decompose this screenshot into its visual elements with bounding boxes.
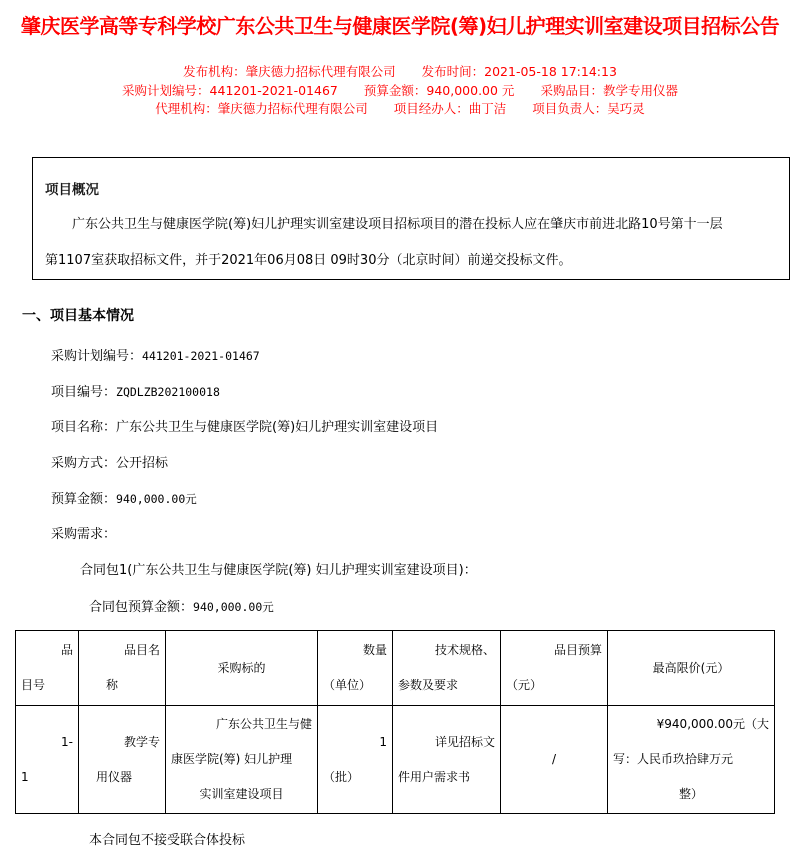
budget-label: 预算金额： [363, 83, 427, 98]
field-label: 项目名称： [51, 420, 117, 435]
category-label: 采购品目： [540, 83, 603, 98]
handler-label: 项目经办人： [393, 101, 469, 116]
manager-value: 吴巧灵 [607, 101, 645, 116]
budget-value: 940,000.00 元 [426, 83, 515, 98]
field-plan-no [51, 345, 260, 364]
package-budget-value: 940,000.00元 [193, 600, 274, 614]
meta-line-3 [0, 100, 800, 118]
items-table [15, 630, 775, 814]
manager-label: 项目负责人： [532, 101, 608, 116]
package-title: 合同包1(广东公共卫生与健康医学院(筹) 妇儿护理实训室建设项目)： [80, 563, 477, 578]
publisher-value: 肇庆德力招标代理有限公司 [245, 64, 396, 79]
field-label: 采购需求： [51, 527, 117, 542]
header-max-price: 最高限价(元） [608, 631, 775, 706]
header-subject: 采购标的 [166, 631, 318, 706]
overview-line-1: 广东公共卫生与健康医学院(筹)妇儿护理实训室建设项目招标项目的潜在投标人应在肇庆市前进北路10号第十一层 [72, 217, 723, 232]
field-budget [51, 488, 197, 507]
plan-no-value: 441201-2021-01467 [209, 83, 338, 98]
field-label: 采购计划编号： [51, 349, 143, 364]
cell-item-no: 1- 1 [16, 706, 79, 814]
cell-subject: 广东公共卫生与健 康医学院(筹) 妇儿护理 实训室建设项目 [166, 706, 318, 814]
field-value: 441201-2021-01467 [142, 349, 260, 363]
field-demand [51, 523, 116, 542]
field-project-no [51, 381, 220, 400]
cell-qty: 1 （批） [318, 706, 393, 814]
overview-box [32, 157, 790, 280]
cell-item-name: 教学专 用仪器 [79, 706, 166, 814]
consortium-note: 本合同包不接受联合体投标 [89, 833, 246, 848]
page-title: 肇庆医学高等专科学校广东公共卫生与健康医学院(筹)妇儿护理实训室建设项目招标公告 [20, 14, 780, 38]
section-heading: 一、项目基本情况 [22, 308, 134, 324]
package-budget-label: 合同包预算金额： [89, 600, 194, 615]
header-item-name: 品目名 称 [79, 631, 166, 706]
plan-no-label: 采购计划编号： [122, 83, 210, 98]
cell-spec: 详见招标文 件用户需求书 [393, 706, 501, 814]
header-item-budget: 品目预算 （元） [501, 631, 608, 706]
cell-item-budget: / [501, 706, 608, 814]
field-value: ZQDLZB202100018 [116, 385, 220, 399]
publisher-label: 发布机构： [183, 64, 246, 79]
overview-line-2: 第1107室获取招标文件，并于2021年06月08日 09时30分（北京时间）前递交投标文件。 [45, 253, 572, 268]
header-qty: 数量 （单位） [318, 631, 393, 706]
publish-time-value: 2021-05-18 17:14:13 [484, 64, 617, 79]
meta-line-1 [0, 63, 800, 81]
meta-line-2 [0, 82, 800, 100]
category-value: 教学专用仪器 [602, 83, 678, 98]
overview-title: 项目概况 [45, 182, 99, 198]
header-item-no: 品 目号 [16, 631, 79, 706]
table-row [16, 706, 775, 814]
handler-value: 曲丁洁 [468, 101, 507, 116]
header-spec: 技术规格、 参数及要求 [393, 631, 501, 706]
table-header-row [16, 631, 775, 706]
field-method [51, 452, 168, 471]
cell-max-price: ¥940,000.00元（大 写：人民币玖拾肆万元 整） [608, 706, 775, 814]
agency-value: 肇庆德力招标代理有限公司 [217, 101, 368, 116]
agency-label: 代理机构： [155, 101, 218, 116]
field-value: 公开招标 [116, 456, 169, 471]
field-label: 预算金额： [51, 492, 117, 507]
field-label: 项目编号： [51, 385, 117, 400]
package-budget [89, 596, 274, 615]
field-project-name [51, 416, 438, 435]
publish-time-label: 发布时间： [421, 64, 485, 79]
field-label: 采购方式： [51, 456, 117, 471]
field-value: 广东公共卫生与健康医学院(筹)妇儿护理实训室建设项目 [116, 420, 439, 435]
field-value: 940,000.00元 [116, 492, 197, 506]
